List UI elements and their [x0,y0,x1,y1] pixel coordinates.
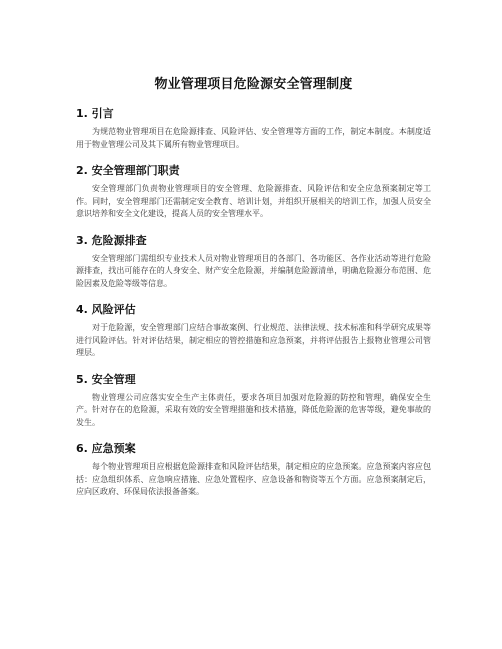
section-body: 安全管理部门需组织专业技术人员对物业管理项目的各部门、各功能区、各作业活动等进行危险源排查，找出可能存在的人身安全、财产安全危险源，并编制危险源清单，明确危险源分布范围、危险因素及危险等级等信息。 [76,253,431,288]
section-safety-management [76,372,431,430]
section-body: 安全管理部门负责物业管理项目的安全管理、危险源排查、风险评估和安全应急预案制定等工作。同时，安全管理部门还需制定安全教育、培训计划，并组织开展相关的培训工作，加强人员安全意识培养和安全文化建设，提高人员的安全管理水平。 [76,184,431,218]
section-heading: 5. 安全管理 [76,372,136,386]
section-emergency-plan [76,441,431,499]
section-body: 为规范物业管理项目在危险源排查、风险评估、安全管理等方面的工作，制定本制度。本制度适用于物业管理公司及其下属所有物业管理项目。 [76,127,431,149]
section-body: 物业管理公司应落实安全生产主体责任，要求各项目加强对危险源的防控和管理，确保安全生产。针对存在的危险源，采取有效的安全管理措施和技术措施，降低危险源的危害等级，避免事故的发生。 [76,392,431,427]
section-risk-assessment [76,302,431,360]
section-hazard-inspection [76,233,431,291]
section-heading: 6. 应急预案 [76,442,136,455]
section-heading: 1. 引言 [76,107,114,120]
section-heading: 4. 风险评估 [76,303,136,316]
section-body: 对于危险源，安全管理部门应结合事故案例、行业规范、法律法规、技术标准和科学研究成果等进行风险评估。针对评估结果，制定相应的管控措施和应急预案，并将评估报告上报物业管理公司管理层。 [76,323,431,357]
section-body: 每个物业管理项目应根据危险源排查和风险评估结果，制定相应的应急预案。应急预案内容应包括：应急组织体系、应急响应措施、应急处置程序、应急设备和物资等五个方面。应急预案制定后，应向区政府、环保局依法报备备案。 [76,462,431,496]
section-introduction [76,106,431,151]
document-content [76,76,431,511]
section-heading: 2. 安全管理部门职责 [76,164,180,177]
document-title: 物业管理项目危险源安全管理制度 [154,77,353,92]
section-department-duties [76,163,431,221]
section-heading: 3. 危险源排查 [76,233,147,247]
